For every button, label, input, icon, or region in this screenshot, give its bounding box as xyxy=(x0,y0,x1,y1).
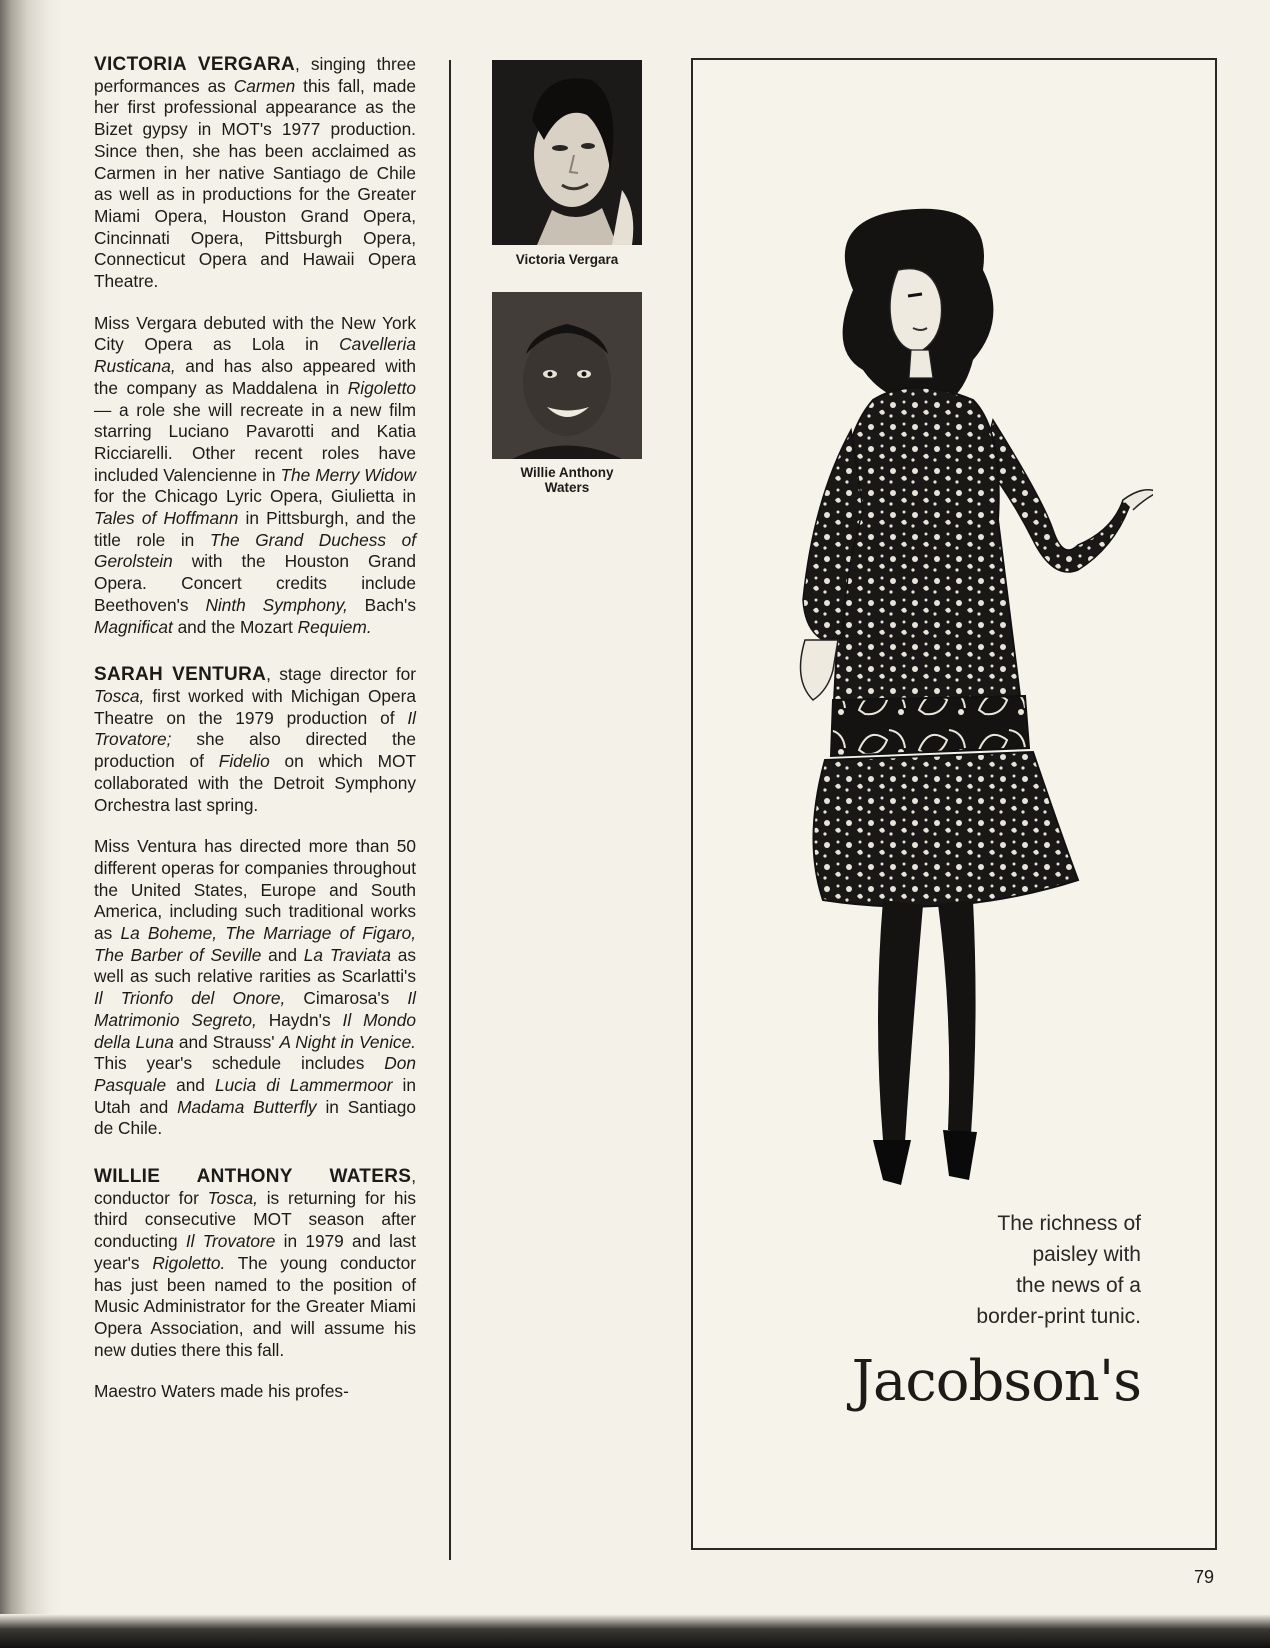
bio-text: and the Mozart xyxy=(172,616,298,637)
bio-text: , conductor for xyxy=(94,1166,416,1208)
tagline-line: paisley with xyxy=(1032,1243,1141,1266)
opera-title: Fidelio xyxy=(218,751,270,772)
opera-title: The Grand Duchess of Gerolstein xyxy=(94,529,416,572)
bio-name-waters: WILLIE ANTHONY WATERS xyxy=(94,1166,412,1188)
bio-text: and xyxy=(166,1074,215,1095)
bio-text: and has also appeared with the company as Maddalena in xyxy=(94,356,416,398)
caption-willie-anthony-waters xyxy=(480,465,654,495)
opera-title: La Traviata xyxy=(303,944,391,965)
column-divider xyxy=(449,60,451,1560)
opera-title: Madama Butterfly xyxy=(177,1096,317,1117)
opera-title: Don Pasquale xyxy=(94,1053,416,1095)
opera-title: Rigoletto. xyxy=(152,1252,226,1273)
bio-ventura-paragraph-1 xyxy=(94,664,416,816)
opera-title: Lucia di Lammermoor xyxy=(214,1074,393,1095)
bio-text: with the Houston Grand Opera. Concert credits include Beethoven's xyxy=(94,551,416,615)
photo-victoria-vergara xyxy=(492,60,642,245)
opera-title: Rigoletto xyxy=(347,377,416,398)
bio-text: and Strauss' xyxy=(173,1031,280,1052)
opera-title: A Night in Venice. xyxy=(279,1031,416,1052)
bio-text: on which MOT collaborated with the Detroit Symphony Orchestra last spring. xyxy=(94,751,416,815)
bio-text: Miss Vergara debuted with the New York City Opera as Lola in xyxy=(94,312,416,355)
bio-waters-paragraph-1 xyxy=(94,1166,416,1361)
bio-text: in Pittsburgh, and the title role in xyxy=(94,508,417,550)
bio-text: in Santiago de Chile. xyxy=(94,1096,416,1139)
opera-title: Il Trovatore xyxy=(185,1231,276,1252)
bio-text: Haydn's xyxy=(256,1009,343,1030)
bio-text: in Utah and xyxy=(94,1074,416,1117)
opera-title: Il Trovatore; xyxy=(94,707,416,750)
bio-name-ventura: SARAH VENTURA xyxy=(94,664,267,686)
bio-text: , stage director for xyxy=(266,664,416,685)
bio-waters-paragraph-2: Maestro Waters made his profes- xyxy=(94,1381,349,1402)
bio-name-vergara: VICTORIA VERGARA xyxy=(94,54,296,75)
jacobsons-advertisement xyxy=(691,58,1217,1550)
bio-text: The young conductor has just been named to the position of Music Administrator for the Greater Miami Opera Association, and will assume his new duties there this fall. xyxy=(94,1252,416,1360)
bio-text: Cimarosa's xyxy=(285,988,408,1009)
photo-willie-anthony-waters xyxy=(492,292,642,459)
opera-title: Tosca, xyxy=(207,1187,258,1208)
bio-text: Bach's xyxy=(347,594,416,615)
caption-victoria-vergara: Victoria Vergara xyxy=(515,252,619,267)
bio-text: she also directed the production of xyxy=(94,729,416,772)
bio-text: is returning for his third consecutive MOT season after conducting xyxy=(94,1187,416,1252)
bio-text: for the Chicago Lyric Opera, Giulietta in xyxy=(94,486,416,507)
opera-title: Il Matrimonio Segreto, xyxy=(94,988,416,1030)
work-title: Ninth Symphony, xyxy=(205,594,348,615)
opera-title: Cavelleria Rusticana, xyxy=(94,334,416,377)
bio-text: Miss Ventura has directed more than 50 different operas for companies throughout the United States, Europe and South America, including such traditional works as xyxy=(94,836,416,944)
bio-text: first worked with Michigan Opera Theatre on the 1979 production of xyxy=(94,685,416,728)
bio-ventura-paragraph-2 xyxy=(94,836,416,1140)
opera-title: The Merry Widow xyxy=(280,464,416,485)
bio-text: — a role she will recreate in a new film starring Luciano Pavarotti and Katia Ricciarelli. Other recent roles have included Valencienne in xyxy=(94,399,416,485)
tagline-line: The richness of xyxy=(997,1212,1141,1235)
bio-text: in 1979 and last year's xyxy=(94,1231,417,1273)
caption-line: Willie Anthony xyxy=(520,465,614,480)
bio-vergara-paragraph-1 xyxy=(94,54,416,293)
bio-text: , singing three performances as xyxy=(94,54,416,96)
opera-title: Tosca, xyxy=(94,685,145,706)
page-binding-shadow xyxy=(0,0,62,1648)
opera-title: La Boheme, The Marriage of Figaro, The Barber of Seville xyxy=(94,923,416,965)
work-title: Magnificat xyxy=(94,616,173,637)
bio-text: This year's schedule includes xyxy=(94,1053,385,1074)
work-title: Requiem. xyxy=(297,616,372,637)
bio-text: and xyxy=(261,944,304,965)
page-number: 79 xyxy=(1193,1567,1214,1587)
opera-title: Il Mondo della Luna xyxy=(94,1009,416,1052)
bio-text: this fall, made her first professional appearance as the Bizet gypsy in MOT's 1977 production. Since then, she has been acclaimed as Carmen in her native Santiago de Chile as well as in productions for the Greater Miami Opera, Houston Grand Opera, Cincinnati Opera, Pittsburgh Opera, Connecticut Opera and Hawaii Opera Theatre. xyxy=(94,75,416,292)
fashion-illustration xyxy=(733,200,1153,1280)
bio-vergara-paragraph-2 xyxy=(94,313,416,639)
biography-column xyxy=(94,54,416,1423)
opera-title: Tales of Hoffmann xyxy=(94,508,239,529)
caption-line: Waters xyxy=(544,480,590,495)
ad-tagline xyxy=(976,1208,1141,1332)
jacobsons-logo: Jacobson's xyxy=(851,1349,1141,1414)
page-bottom-edge xyxy=(0,1614,1270,1648)
opera-title: Carmen xyxy=(233,75,296,96)
opera-title: Il Trionfo del Onore, xyxy=(94,988,286,1009)
tagline-line: the news of a xyxy=(1016,1274,1141,1297)
tagline-line: border-print tunic. xyxy=(976,1305,1141,1328)
bio-text: as well as such relative rarities as Scarlatti's xyxy=(94,944,417,987)
